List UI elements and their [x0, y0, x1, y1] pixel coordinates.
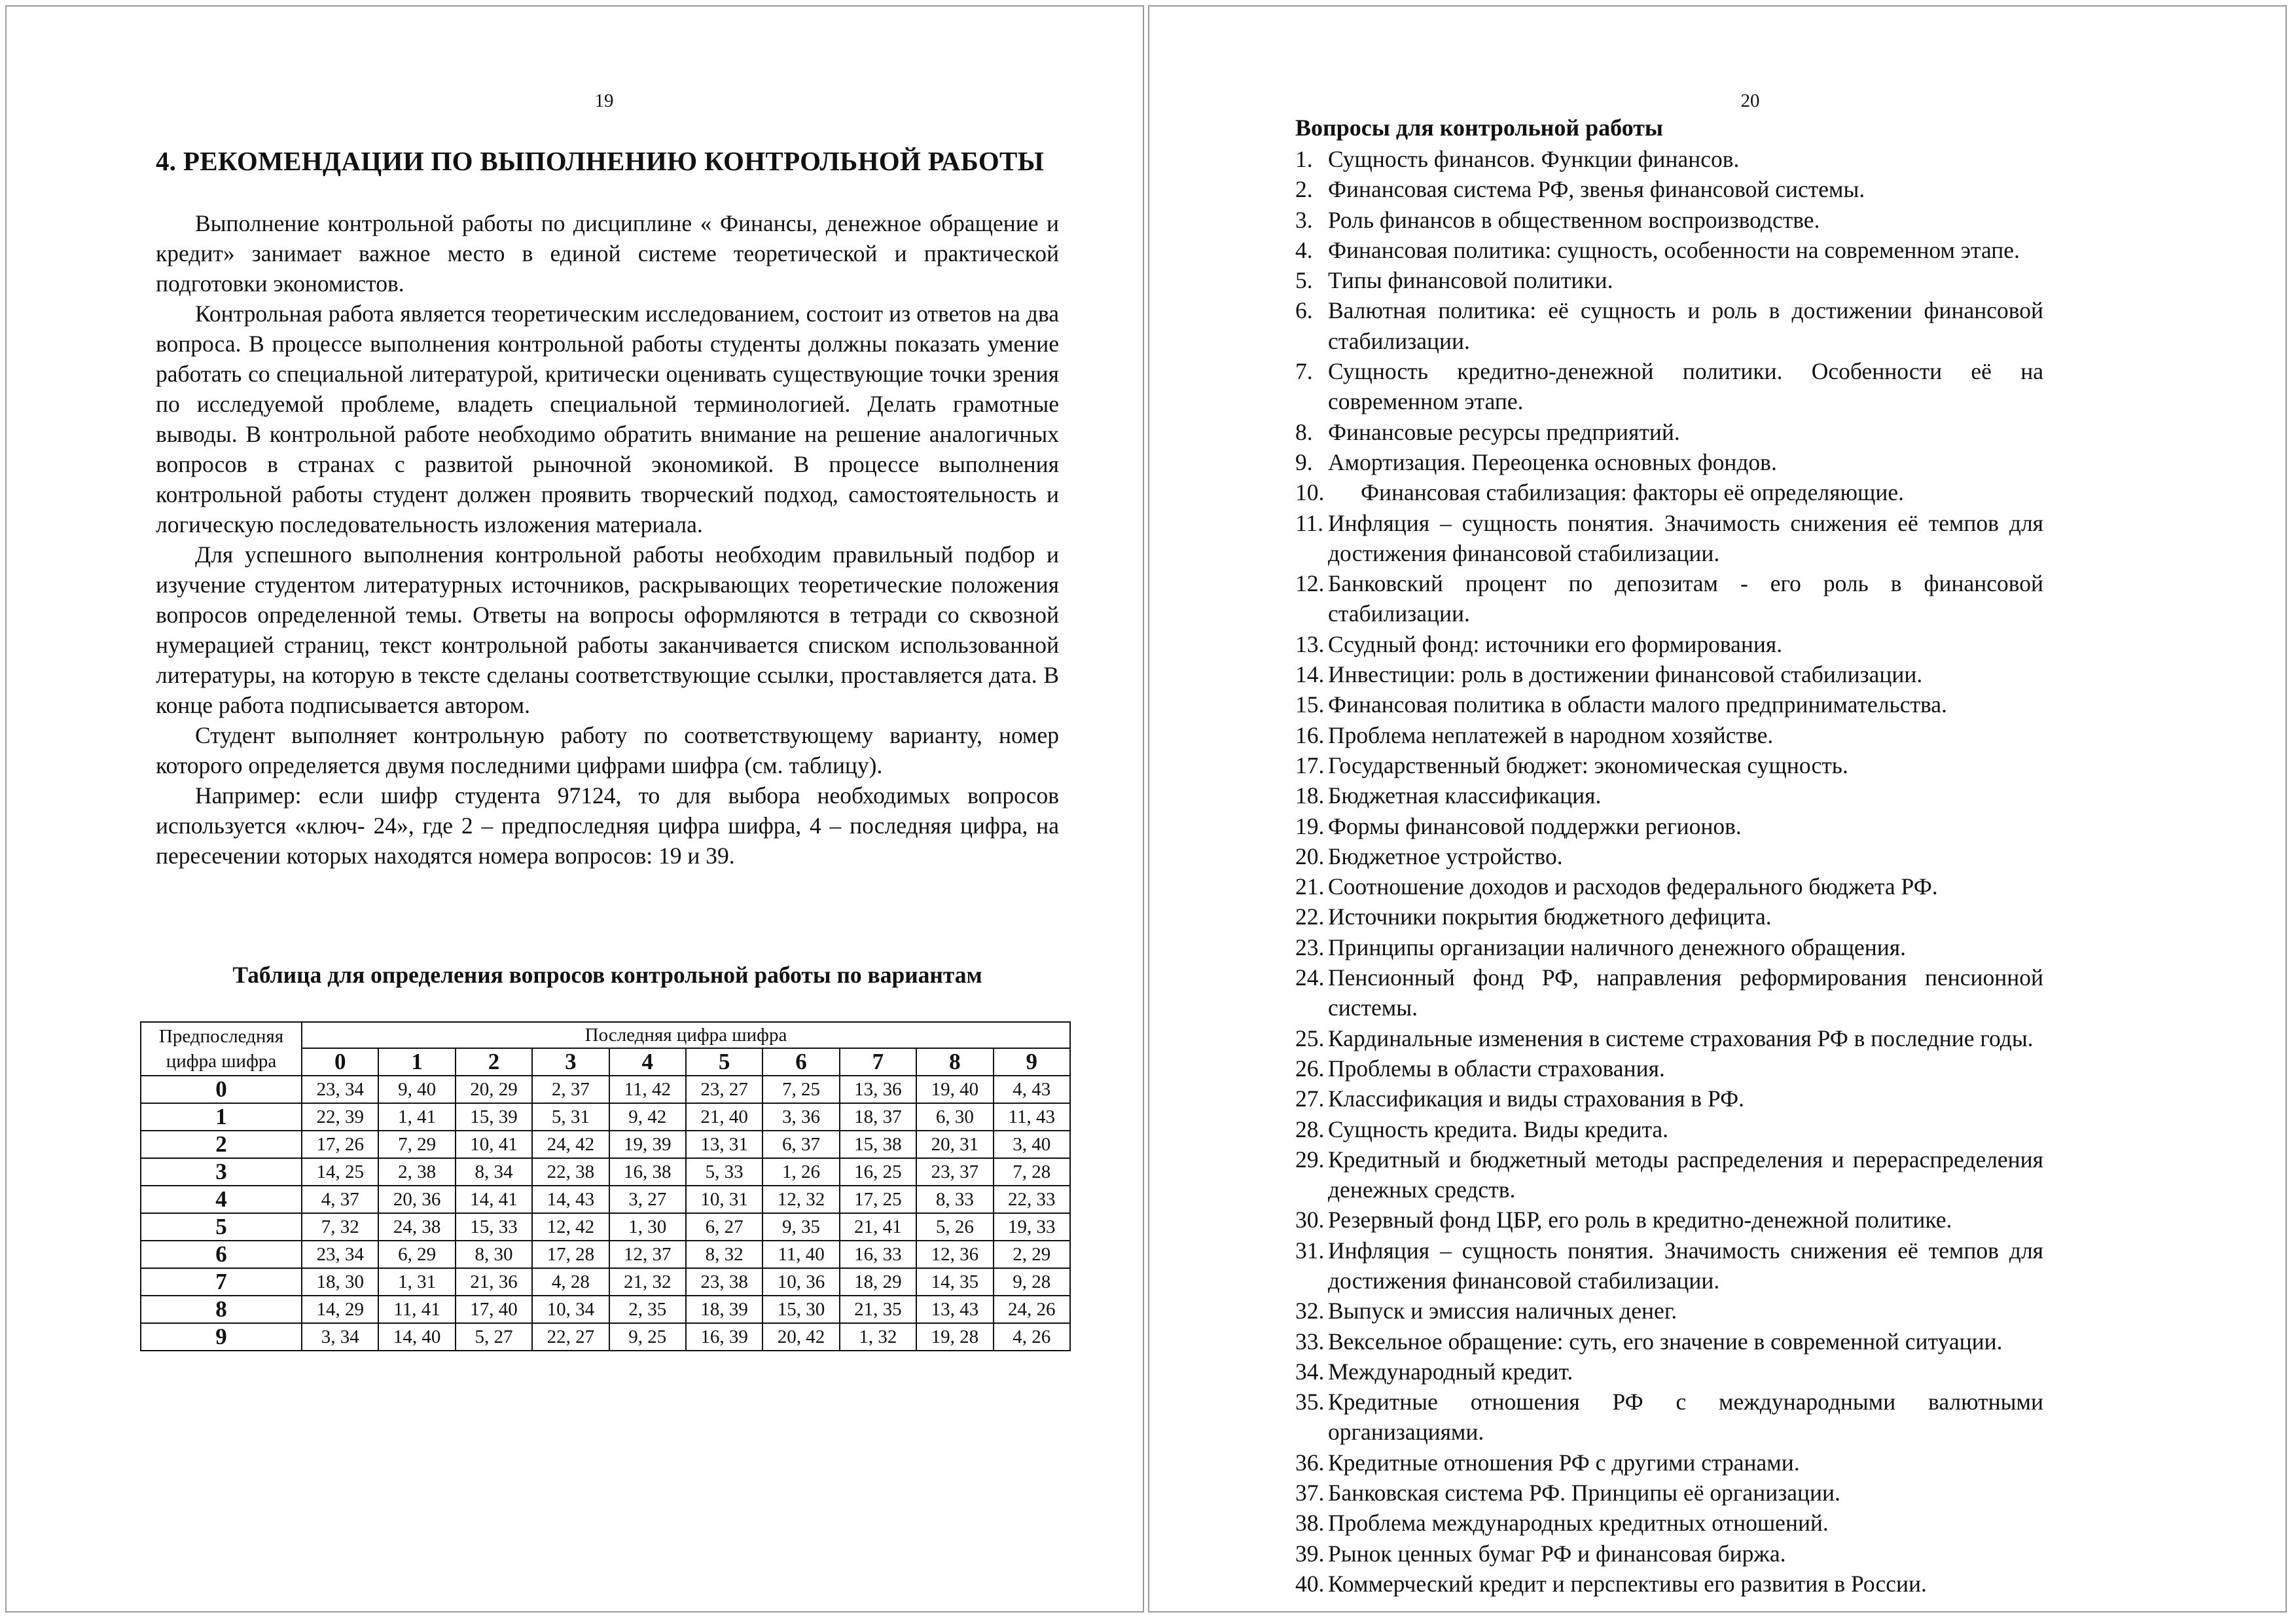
- question-number: 26.: [1295, 1055, 1325, 1082]
- table-cell: 20, 42: [762, 1323, 839, 1351]
- table-cell: 5, 33: [686, 1158, 762, 1186]
- question-item: [1295, 295, 2043, 356]
- question-item: [1295, 962, 2043, 1023]
- question-item: [1295, 1114, 2043, 1144]
- question-item: [1295, 508, 2043, 569]
- table-cell: 1, 31: [378, 1268, 455, 1296]
- question-item: [1295, 265, 2043, 295]
- table-cell: 18, 37: [840, 1103, 916, 1131]
- question-number: 33.: [1295, 1328, 1325, 1355]
- question-number: 23.: [1295, 934, 1325, 960]
- table-cell: 7, 29: [378, 1131, 455, 1158]
- table-row: [141, 1213, 1070, 1241]
- table-header-row: [141, 1022, 1070, 1048]
- table-cell: 1, 32: [840, 1323, 916, 1351]
- question-text: Соотношение доходов и расходов федерального бюджета РФ.: [1328, 873, 1938, 900]
- question-item: [1295, 932, 2043, 962]
- table-row: [141, 1268, 1070, 1296]
- paragraph: Выполнение контрольной работы по дисциплине « Финансы, денежное обращение и кредит» занимает важное место в единой системе теоретической и практической подготовки экономистов.: [156, 210, 1059, 297]
- table-cell: 12, 32: [762, 1186, 839, 1213]
- table-cell: 1, 30: [609, 1213, 686, 1241]
- table-cell: 8, 30: [456, 1241, 532, 1268]
- table-cell: 23, 37: [916, 1158, 993, 1186]
- table-cell: 8, 32: [686, 1241, 762, 1268]
- question-item: [1295, 447, 2043, 477]
- question-text: Инфляция – сущность понятия. Значимость снижения её темпов для достижения финансовой стабилизации.: [1328, 1237, 2043, 1294]
- question-number: 15.: [1295, 691, 1325, 718]
- question-number: 7.: [1295, 358, 1313, 385]
- question-number: 6.: [1295, 297, 1313, 324]
- row-digit: 5: [141, 1213, 302, 1241]
- questions-title: Вопросы для контрольной работы: [1295, 115, 1664, 141]
- question-text: Международный кредит.: [1328, 1358, 1573, 1385]
- question-text: Коммерческий кредит и перспективы его развития в России.: [1328, 1570, 1927, 1597]
- question-item: [1295, 1205, 2043, 1235]
- question-text: Сущность кредитно-денежной политики. Особенности её на современном этапе.: [1328, 358, 2043, 415]
- question-text: Финансовая стабилизация: факторы её определяющие.: [1361, 479, 1904, 506]
- question-item: [1295, 1296, 2043, 1326]
- question-number: 17.: [1295, 752, 1325, 778]
- question-text: Классификация и виды страхования в РФ.: [1328, 1085, 1745, 1112]
- question-number: 36.: [1295, 1449, 1325, 1476]
- table-cell: 23, 34: [302, 1241, 378, 1268]
- question-number: 14.: [1295, 661, 1325, 688]
- table-cell: 15, 39: [456, 1103, 532, 1131]
- question-text: Выпуск и эмиссия наличных денег.: [1328, 1298, 1677, 1324]
- question-item: [1295, 1023, 2043, 1053]
- left-page: [5, 5, 1144, 1613]
- table-cell: 14, 25: [302, 1158, 378, 1186]
- table-cell: 19, 28: [916, 1323, 993, 1351]
- question-text: Финансовая политика: сущность, особенности на современном этапе.: [1328, 236, 2020, 263]
- question-text: Валютная политика: её сущность и роль в достижении финансовой стабилизации.: [1328, 297, 2043, 354]
- question-text: Бюджетная классификация.: [1328, 782, 1602, 809]
- table-cell: 1, 41: [378, 1103, 455, 1131]
- table-cell: 14, 29: [302, 1296, 378, 1323]
- question-item: [1295, 871, 2043, 902]
- table-body: [141, 1076, 1070, 1351]
- table-cell: 2, 29: [994, 1241, 1070, 1268]
- table-cell: 6, 27: [686, 1213, 762, 1241]
- question-text: Финансовая система РФ, звенья финансовой системы.: [1328, 176, 1865, 203]
- question-number: 21.: [1295, 873, 1325, 900]
- table-cell: 23, 27: [686, 1076, 762, 1103]
- row-digit: 8: [141, 1296, 302, 1323]
- table-cell: 3, 27: [609, 1186, 686, 1213]
- last-digit-label: Последняя цифра шифра: [302, 1022, 1070, 1048]
- table-cell: 22, 27: [532, 1323, 609, 1351]
- table-cell: 10, 31: [686, 1186, 762, 1213]
- question-number: 29.: [1295, 1146, 1325, 1173]
- row-digit: 2: [141, 1131, 302, 1158]
- question-number: 2.: [1295, 176, 1313, 203]
- table-cell: 7, 28: [994, 1158, 1070, 1186]
- question-item: [1295, 356, 2043, 417]
- question-text: Проблемы в области страхования.: [1328, 1055, 1665, 1082]
- question-item: [1295, 174, 2043, 204]
- table-cell: 4, 28: [532, 1268, 609, 1296]
- question-item: [1295, 841, 2043, 871]
- page-number: 20: [1740, 90, 1760, 111]
- column-digit: 2: [456, 1048, 532, 1076]
- table-cell: 19, 39: [609, 1131, 686, 1158]
- table-cell: 3, 36: [762, 1103, 839, 1131]
- table-row: [141, 1186, 1070, 1213]
- table-cell: 4, 37: [302, 1186, 378, 1213]
- table-cell: 12, 36: [916, 1241, 993, 1268]
- table-cell: 18, 30: [302, 1268, 378, 1296]
- question-number: 8.: [1295, 418, 1313, 445]
- table-cell: 17, 28: [532, 1241, 609, 1268]
- row-digit: 9: [141, 1323, 302, 1351]
- question-text: Финансовая политика в области малого предпринимательства.: [1328, 691, 1947, 718]
- question-number: 38.: [1295, 1510, 1325, 1537]
- table-cell: 14, 43: [532, 1186, 609, 1213]
- question-item: [1295, 659, 2043, 689]
- column-digit: 9: [994, 1048, 1070, 1076]
- table-cell: 9, 25: [609, 1323, 686, 1351]
- question-number: 25.: [1295, 1025, 1325, 1051]
- table-cell: 6, 29: [378, 1241, 455, 1268]
- questions-list: [1295, 144, 2043, 1599]
- table-row: [141, 1076, 1070, 1103]
- section-heading: 4. РЕКОМЕНДАЦИИ ПО ВЫПОЛНЕНИЮ КОНТРОЛЬНОЙ РАБОТЫ: [156, 146, 1045, 176]
- question-number: 10.: [1295, 479, 1325, 506]
- question-text: Формы финансовой поддержки регионов.: [1328, 812, 1742, 839]
- paragraph: Контрольная работа является теоретическим исследованием, состоит из ответов на два вопроса. В процессе выполнения контрольной работы студенты должны показать умение работать со специальной литературой, критически оценивать существующие точки зрения по исследуемой проблеме, владеть специальной терминологией. Делать грамотные выводы. В контрольной работе необходимо обратить внимание на решение аналогичных вопросов в странах с развитой рыночной экономикой. В процессе выполнения контрольной работы студент должен проявить творческий подход, самостоятельность и логическую последовательность изложения материала.: [156, 301, 1059, 538]
- table-cell: 20, 29: [456, 1076, 532, 1103]
- table-cell: 21, 40: [686, 1103, 762, 1131]
- table-cell: 3, 34: [302, 1323, 378, 1351]
- row-digit: 4: [141, 1186, 302, 1213]
- table-cell: 15, 38: [840, 1131, 916, 1158]
- table-cell: 16, 38: [609, 1158, 686, 1186]
- table-cell: 23, 34: [302, 1076, 378, 1103]
- column-digit: 6: [762, 1048, 839, 1076]
- question-item: [1295, 750, 2043, 780]
- question-text: Бюджетное устройство.: [1328, 843, 1563, 869]
- table-cell: 20, 31: [916, 1131, 993, 1158]
- question-item: [1295, 720, 2043, 750]
- table-cell: 23, 38: [686, 1268, 762, 1296]
- question-item: [1295, 1569, 2043, 1599]
- question-number: 34.: [1295, 1358, 1325, 1385]
- table-row: [141, 1296, 1070, 1323]
- row-digit: 7: [141, 1268, 302, 1296]
- table-cell: 1, 26: [762, 1158, 839, 1186]
- table-cell: 10, 34: [532, 1296, 609, 1323]
- table-cell: 5, 26: [916, 1213, 993, 1241]
- question-number: 18.: [1295, 782, 1325, 809]
- question-item: [1295, 1478, 2043, 1508]
- question-text: Кредитные отношения РФ с международными валютными организациями.: [1328, 1389, 2043, 1446]
- column-digit: 0: [302, 1048, 378, 1076]
- table-cell: 24, 38: [378, 1213, 455, 1241]
- table-row: [141, 1241, 1070, 1268]
- question-number: 40.: [1295, 1570, 1325, 1597]
- question-text: Ссудный фонд: источники его формирования.: [1328, 630, 1783, 657]
- question-text: Банковский процент по депозитам - его роль в финансовой стабилизации.: [1328, 570, 2043, 627]
- table-cell: 11, 40: [762, 1241, 839, 1268]
- paragraph: Для успешного выполнения контрольной работы необходим правильный подбор и изучение студентом литературных источников, раскрывающих теоретические положения вопросов определенной темы. Ответы на вопросы оформляются в тетради со сквозной нумерацией страниц, текст контрольной работы заканчивается списком использованной литературы, на которую в тексте сделаны соответствующие ссылки, проставляется дата. В конце работа подписывается автором.: [156, 541, 1059, 718]
- question-item: [1295, 1326, 2043, 1357]
- table-cell: 10, 41: [456, 1131, 532, 1158]
- question-number: 32.: [1295, 1298, 1325, 1324]
- body-text: [156, 208, 1059, 871]
- variant-table: [140, 1021, 1071, 1351]
- question-number: 27.: [1295, 1085, 1325, 1112]
- table-cell: 6, 30: [916, 1103, 993, 1131]
- question-item: [1295, 205, 2043, 235]
- question-text: Сущность финансов. Функции финансов.: [1328, 146, 1740, 172]
- table-cell: 18, 29: [840, 1268, 916, 1296]
- question-text: Кредитные отношения РФ с другими странами.: [1328, 1449, 1800, 1476]
- table-cell: 21, 41: [840, 1213, 916, 1241]
- question-text: Инфляция – сущность понятия. Значимость снижения её темпов для достижения финансовой стабилизации.: [1328, 509, 2043, 566]
- table-cell: 12, 42: [532, 1213, 609, 1241]
- table-cell: 11, 41: [378, 1296, 455, 1323]
- table-cell: 13, 43: [916, 1296, 993, 1323]
- table-title: Таблица для определения вопросов контрольной работы по вариантам: [232, 962, 982, 988]
- question-item: [1295, 780, 2043, 811]
- question-text: Проблема неплатежей в народном хозяйстве.: [1328, 721, 1774, 748]
- table-cell: 8, 33: [916, 1186, 993, 1213]
- table-cell: 7, 32: [302, 1213, 378, 1241]
- question-item: [1295, 689, 2043, 720]
- table-cell: 17, 26: [302, 1131, 378, 1158]
- table-row: [141, 1323, 1070, 1351]
- question-item: [1295, 1387, 2043, 1448]
- question-text: Сущность кредита. Виды кредита.: [1328, 1116, 1669, 1142]
- question-number: 19.: [1295, 812, 1325, 839]
- row-digit: 3: [141, 1158, 302, 1186]
- question-number: 39.: [1295, 1540, 1325, 1567]
- table-cell: 22, 39: [302, 1103, 378, 1131]
- table-cell: 18, 39: [686, 1296, 762, 1323]
- table-cell: 9, 28: [994, 1268, 1070, 1296]
- paragraph: Студент выполняет контрольную работу по соответствующему варианту, номер которого определяется двумя последними цифрами шифра (см. таблицу).: [156, 722, 1059, 778]
- table-row: [141, 1131, 1070, 1158]
- question-item: [1295, 1539, 2043, 1569]
- table-cell: 14, 41: [456, 1186, 532, 1213]
- question-number: 31.: [1295, 1237, 1325, 1264]
- question-number: 35.: [1295, 1389, 1325, 1415]
- question-item: [1295, 1235, 2043, 1296]
- question-number: 3.: [1295, 206, 1313, 233]
- table-cell: 15, 33: [456, 1213, 532, 1241]
- table-cell: 21, 35: [840, 1296, 916, 1323]
- table-cell: 2, 38: [378, 1158, 455, 1186]
- question-text: Резервный фонд ЦБР, его роль в кредитно-денежной политике.: [1328, 1207, 1952, 1233]
- table-cell: 16, 25: [840, 1158, 916, 1186]
- question-item: [1295, 811, 2043, 841]
- question-item: [1295, 1144, 2043, 1205]
- right-page: [1148, 5, 2287, 1613]
- table-cell: 22, 33: [994, 1186, 1070, 1213]
- table-cell: 19, 33: [994, 1213, 1070, 1241]
- table-cell: 11, 43: [994, 1103, 1070, 1131]
- question-text: Принципы организации наличного денежного обращения.: [1328, 934, 1907, 960]
- question-item: [1295, 1508, 2043, 1538]
- paragraph: Например: если шифр студента 97124, то для выбора необходимых вопросов используется «ключ- 24», где 2 – предпоследняя цифра шифра, 4 – последняя цифра, на пересечении которых находятся номера вопросов: 19 и 39.: [156, 782, 1059, 869]
- question-item: [1295, 1053, 2043, 1084]
- table-cell: 20, 36: [378, 1186, 455, 1213]
- table-cell: 16, 39: [686, 1323, 762, 1351]
- question-text: Рынок ценных бумаг РФ и финансовая биржа.: [1328, 1540, 1786, 1567]
- table-cell: 16, 33: [840, 1241, 916, 1268]
- table-cell: 9, 42: [609, 1103, 686, 1131]
- question-text: Амортизация. Переоценка основных фондов.: [1328, 448, 1777, 475]
- table-cell: 17, 40: [456, 1296, 532, 1323]
- question-text: Государственный бюджет: экономическая сущность.: [1328, 752, 1848, 778]
- question-text: Проблема международных кредитных отношений.: [1328, 1510, 1829, 1537]
- question-number: 1.: [1295, 146, 1313, 172]
- column-digit: 5: [686, 1048, 762, 1076]
- column-digit: 4: [609, 1048, 686, 1076]
- question-text: Инвестиции: роль в достижении финансовой стабилизации.: [1328, 661, 1923, 688]
- question-text: Кардинальные изменения в системе страхования РФ в последние годы.: [1328, 1025, 2034, 1051]
- table-cell: 8, 34: [456, 1158, 532, 1186]
- table-cell: 24, 42: [532, 1131, 609, 1158]
- table-cell: 9, 40: [378, 1076, 455, 1103]
- question-number: 13.: [1295, 630, 1325, 657]
- row-digit: 6: [141, 1241, 302, 1268]
- question-number: 30.: [1295, 1207, 1325, 1233]
- corner-label: Предпоследняя цифра шифра: [141, 1022, 302, 1076]
- table-row: [141, 1158, 1070, 1186]
- table-cell: 14, 35: [916, 1268, 993, 1296]
- table-cell: 5, 27: [456, 1323, 532, 1351]
- table-cell: 22, 38: [532, 1158, 609, 1186]
- table-cell: 6, 37: [762, 1131, 839, 1158]
- table-cell: 12, 37: [609, 1241, 686, 1268]
- question-number: 5.: [1295, 267, 1313, 294]
- question-number: 22.: [1295, 903, 1325, 930]
- question-item: [1295, 568, 2043, 629]
- question-item: [1295, 417, 2043, 447]
- table-cell: 21, 36: [456, 1268, 532, 1296]
- question-number: 20.: [1295, 843, 1325, 869]
- question-number: 12.: [1295, 570, 1325, 597]
- table-cell: 19, 40: [916, 1076, 993, 1103]
- question-text: Финансовые ресурсы предприятий.: [1328, 418, 1680, 445]
- table-cell: 3, 40: [994, 1131, 1070, 1158]
- question-number: 28.: [1295, 1116, 1325, 1142]
- question-item: [1295, 629, 2043, 659]
- table-cell: 2, 37: [532, 1076, 609, 1103]
- table-cell: 13, 36: [840, 1076, 916, 1103]
- table-cell: 7, 25: [762, 1076, 839, 1103]
- column-digit: 7: [840, 1048, 916, 1076]
- question-number: 37.: [1295, 1480, 1325, 1506]
- table-cell: 9, 35: [762, 1213, 839, 1241]
- question-text: Вексельное обращение: суть, его значение в современной ситуации.: [1328, 1328, 2003, 1355]
- question-item: [1295, 1084, 2043, 1114]
- table-cell: 14, 40: [378, 1323, 455, 1351]
- question-number: 24.: [1295, 964, 1325, 991]
- table-cell: 4, 43: [994, 1076, 1070, 1103]
- question-text: Банковская система РФ. Принципы её организации.: [1328, 1480, 1840, 1506]
- question-text: Типы финансовой политики.: [1328, 267, 1613, 294]
- table-cell: 24, 26: [994, 1296, 1070, 1323]
- column-digit: 3: [532, 1048, 609, 1076]
- table-cell: 5, 31: [532, 1103, 609, 1131]
- table-cell: 17, 25: [840, 1186, 916, 1213]
- table-cell: 11, 42: [609, 1076, 686, 1103]
- row-digit: 1: [141, 1103, 302, 1131]
- table-cell: 13, 31: [686, 1131, 762, 1158]
- question-item: [1295, 902, 2043, 932]
- question-text: Пенсионный фонд РФ, направления реформирования пенсионной системы.: [1328, 964, 2043, 1021]
- question-item: [1295, 1357, 2043, 1387]
- column-digit: 8: [916, 1048, 993, 1076]
- question-number: 16.: [1295, 721, 1325, 748]
- question-item: [1295, 477, 2043, 507]
- question-number: 9.: [1295, 448, 1313, 475]
- table-cell: 21, 32: [609, 1268, 686, 1296]
- question-text: Источники покрытия бюджетного дефицита.: [1328, 903, 1772, 930]
- question-item: [1295, 235, 2043, 265]
- column-digit: 1: [378, 1048, 455, 1076]
- table-row: [141, 1103, 1070, 1131]
- table-cell: 15, 30: [762, 1296, 839, 1323]
- page-number: 19: [594, 90, 614, 111]
- table-cell: 10, 36: [762, 1268, 839, 1296]
- question-text: Роль финансов в общественном воспроизводстве.: [1328, 206, 1820, 233]
- table-cell: 4, 26: [994, 1323, 1070, 1351]
- table-cell: 2, 35: [609, 1296, 686, 1323]
- question-item: [1295, 144, 2043, 174]
- row-digit: 0: [141, 1076, 302, 1103]
- question-number: 4.: [1295, 236, 1313, 263]
- question-text: Кредитный и бюджетный методы распределения и перераспределения денежных средств.: [1328, 1146, 2043, 1203]
- question-number: 11.: [1295, 509, 1324, 536]
- question-item: [1295, 1448, 2043, 1478]
